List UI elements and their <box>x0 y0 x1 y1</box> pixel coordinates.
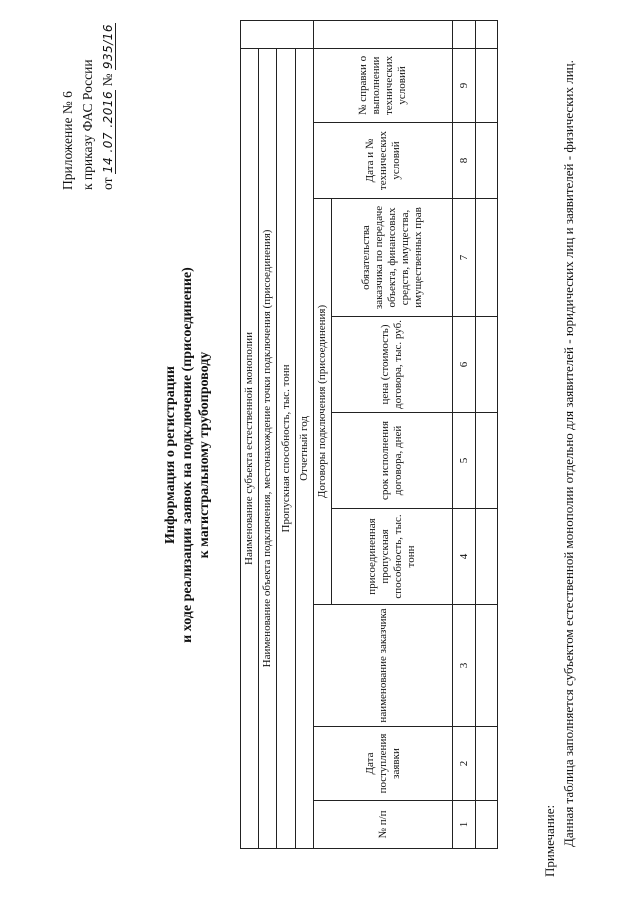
contracts-group-header: Договоры подключения (присоединения) <box>313 199 331 605</box>
col-header-term: срок исполнения договора, дней <box>332 413 453 509</box>
col-header-no: № п/п <box>313 801 453 849</box>
empty-cell <box>475 20 497 48</box>
col-header-tu-certificate: № справки о выполнении технических условий <box>313 48 453 122</box>
spare-column-top <box>241 20 314 48</box>
number-label: № <box>100 73 115 87</box>
spare-column-mid <box>313 20 453 48</box>
appendix-number: Приложение № 6 <box>60 91 75 190</box>
empty-cell <box>475 123 497 199</box>
title-line-3: к магистральному трубопроводу <box>197 351 212 559</box>
empty-cell <box>475 199 497 317</box>
empty-cell <box>475 605 497 727</box>
note-block <box>540 57 578 877</box>
note-label: Примечание: <box>542 804 557 877</box>
from-label: от <box>100 177 115 190</box>
column-number: 5 <box>453 413 475 509</box>
object-name-row: Наименование объекта подключения, местонахождение точки подключения (присоединения) <box>259 48 277 848</box>
order-reference: к приказу ФАС России <box>80 59 95 190</box>
handwritten-date: 14 .07 .2016 <box>101 90 115 174</box>
title-line-2: и ходе реализации заявок на подключение (присоединение) <box>180 267 195 643</box>
title-line-1: Информация о регистрации <box>163 365 178 545</box>
approval-block <box>58 20 118 190</box>
note-text: Данная таблица заполняется субъектом естественной монополии отдельно для заявителей - юридических лиц и заявителей - физических лиц. <box>561 60 576 847</box>
column-number: 8 <box>453 123 475 199</box>
column-number: 6 <box>453 317 475 413</box>
empty-cell <box>475 801 497 849</box>
col-header-capacity: присоединенная пропускная способность, тыс. тонн <box>332 509 453 605</box>
spare-column-bottom <box>453 20 475 48</box>
col-header-date: Дата поступления заявки <box>313 727 453 801</box>
col-header-tu-date: Дата и № технических условий <box>313 123 453 199</box>
column-number: 7 <box>453 199 475 317</box>
empty-cell <box>475 509 497 605</box>
column-number: 1 <box>453 801 475 849</box>
column-number: 9 <box>453 48 475 122</box>
col-header-obligations: обязательства заказчика по передаче объекта, финансовых средств, имущества, имущественных прав <box>332 199 453 317</box>
handwritten-number: 935/16 <box>101 23 115 70</box>
column-number: 3 <box>453 605 475 727</box>
document-title <box>162 155 213 755</box>
reporting-year-row: Отчетный год <box>295 48 313 848</box>
column-number: 2 <box>453 727 475 801</box>
order-date-line <box>98 20 118 190</box>
registration-table <box>240 20 498 849</box>
empty-cell <box>475 317 497 413</box>
empty-cell <box>475 727 497 801</box>
column-number: 4 <box>453 509 475 605</box>
capacity-row: Пропускная способность, тыс. тонн <box>277 48 295 848</box>
col-header-price: цена (стоимость) договора, тыс. руб. <box>332 317 453 413</box>
subject-name-row: Наименование субъекта естественной монополии <box>241 48 259 848</box>
col-header-customer: наименование заказчика <box>313 605 453 727</box>
empty-cell <box>475 413 497 509</box>
empty-cell <box>475 48 497 122</box>
